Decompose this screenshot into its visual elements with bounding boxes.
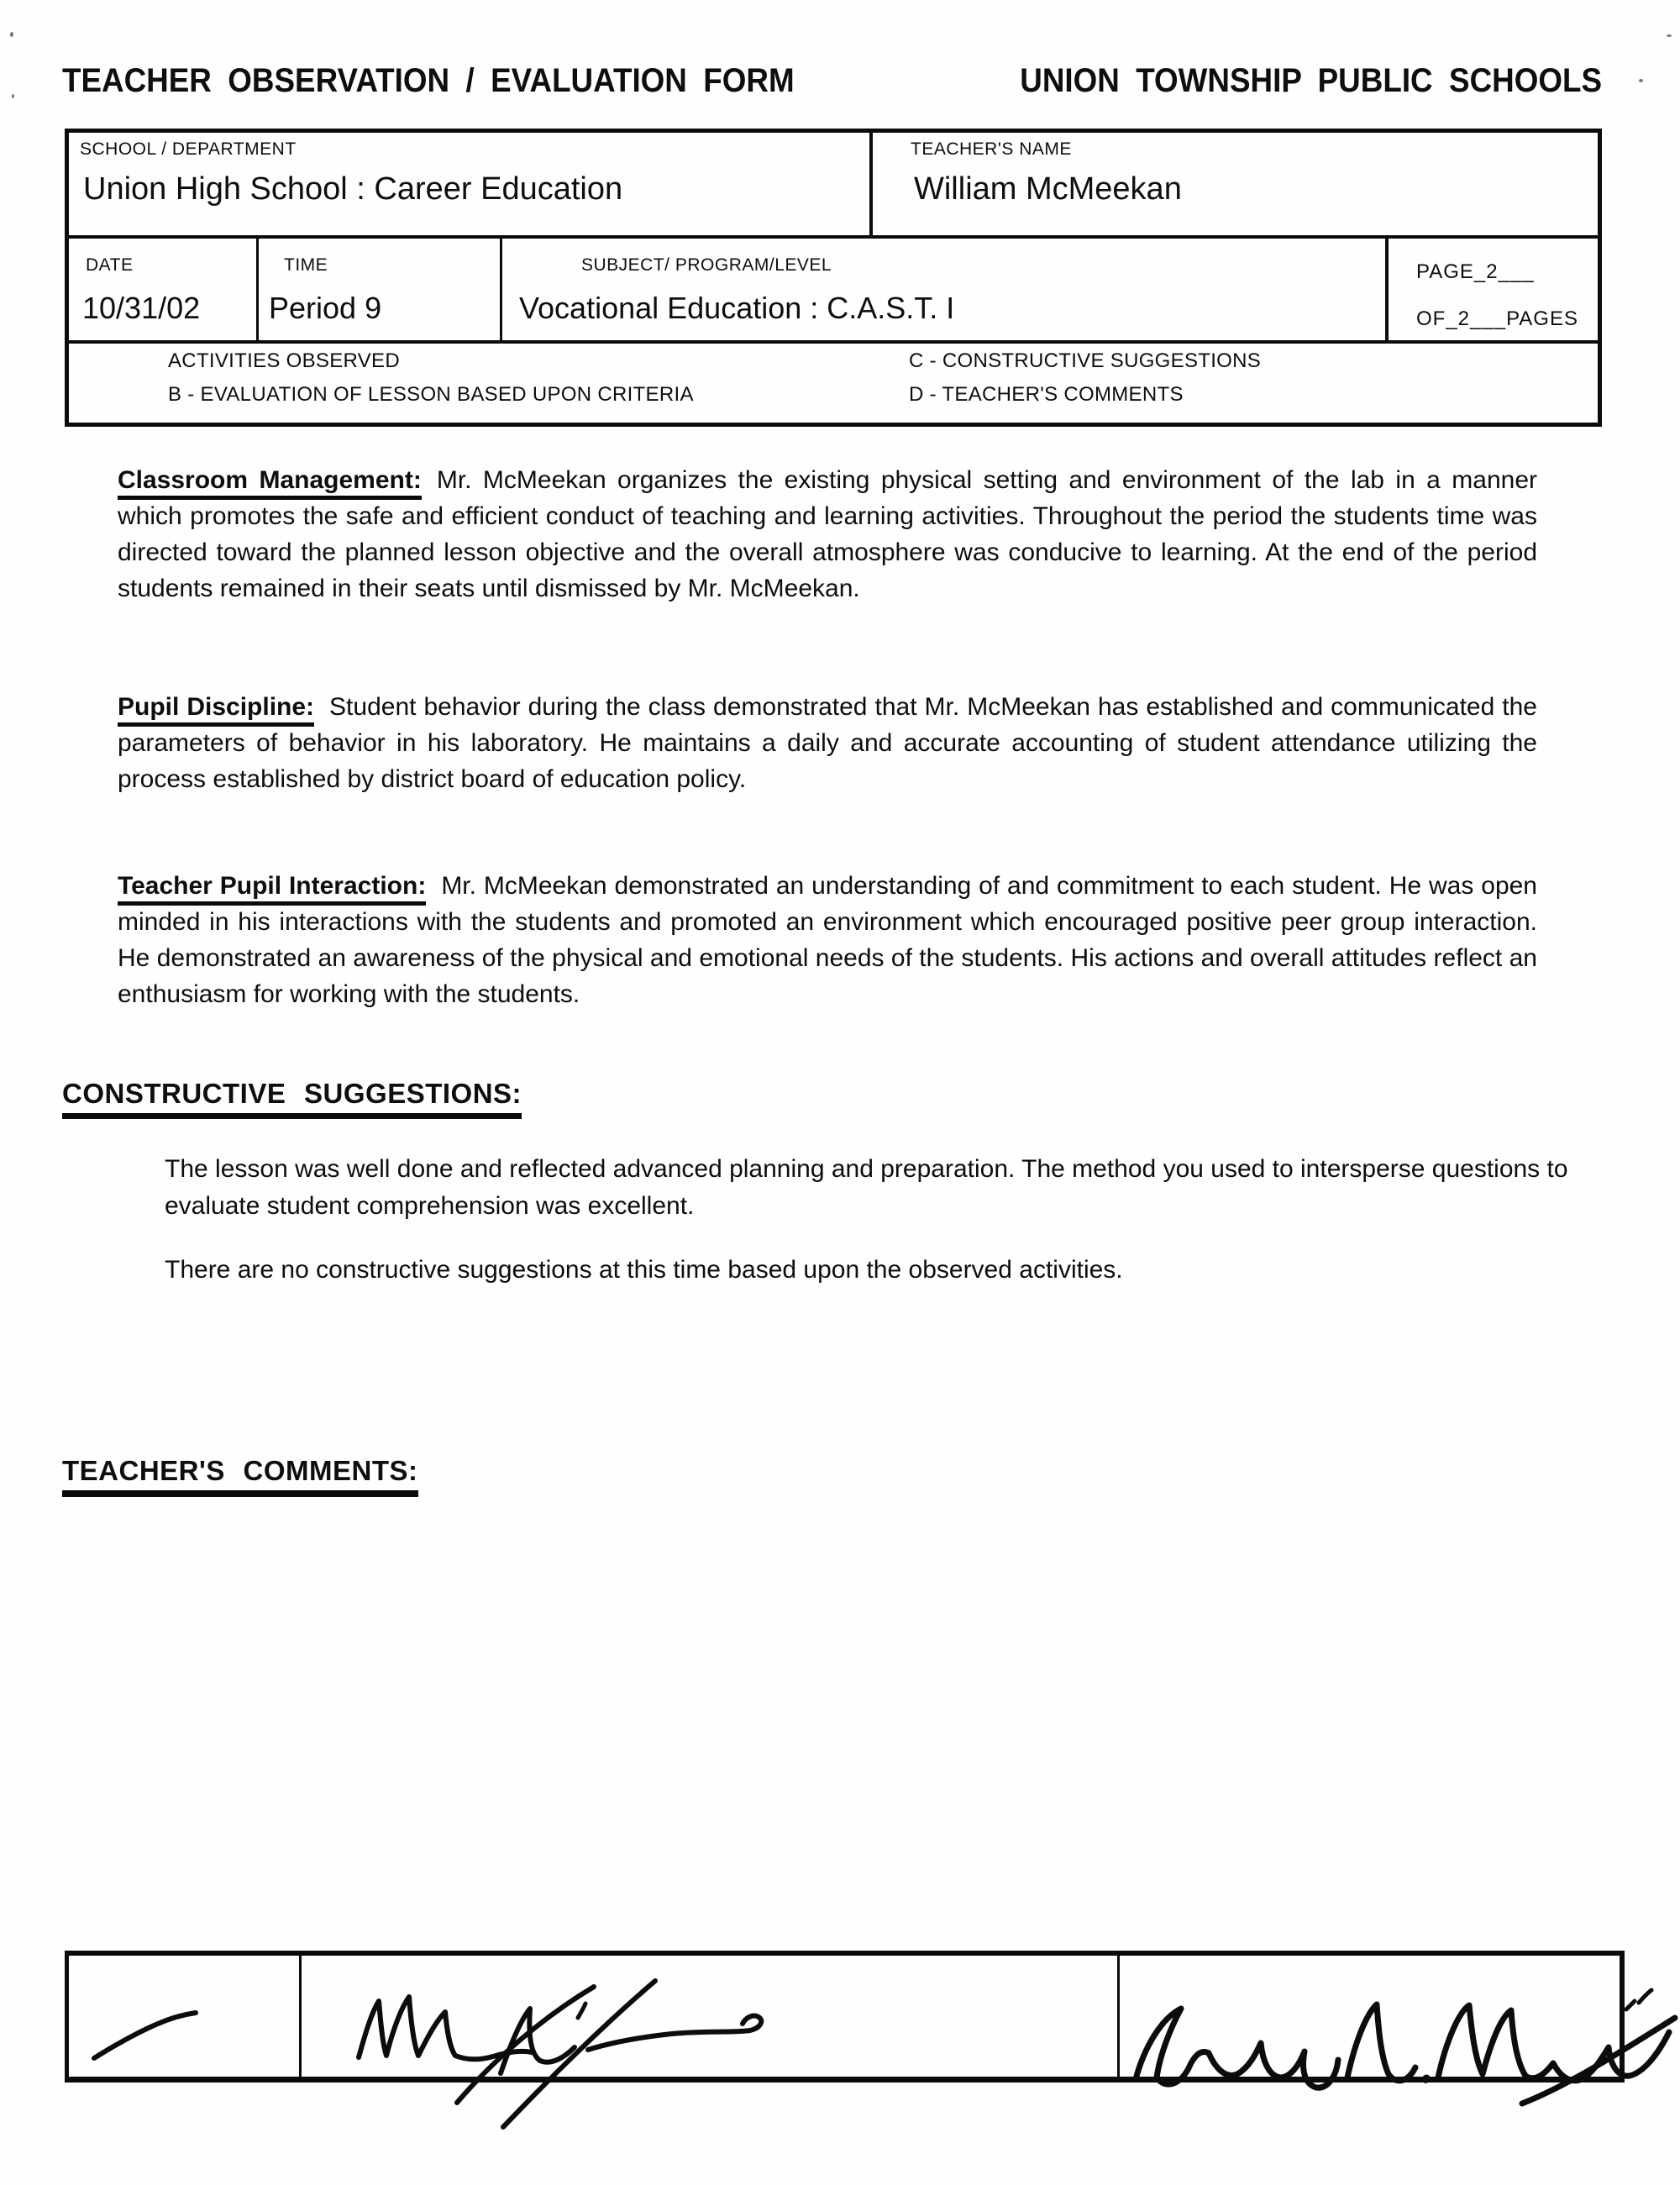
page-number-line2: OF_2___PAGES <box>1416 307 1578 330</box>
teachers-comments-heading: TEACHER'S COMMENTS: <box>62 1455 418 1497</box>
time-label: TIME <box>284 255 328 275</box>
constructive-suggestions-heading: CONSTRUCTIVE SUGGESTIONS: <box>62 1078 522 1119</box>
constructive-suggestions-paragraph-1: The lesson was well done and reflected advanced planning and preparation. The method you used to intersperse questions to evaluate student comprehension was excellent. <box>165 1155 1568 1220</box>
table-column-divider <box>869 133 873 235</box>
time-value: Period 9 <box>269 291 382 325</box>
pupil-discipline-text: Student behavior during the class demonstrated that Mr. McMeekan has established and communicated the parameters of behavior in his laboratory. He maintains a daily and accurate accounting of student attendance utilizing the process established by district board of education policy. <box>118 693 1537 793</box>
legend-constructive-suggestions: C - CONSTRUCTIVE SUGGESTIONS <box>909 349 1262 372</box>
table-column-divider <box>500 239 502 340</box>
school-department-value: Union High School : Career Education <box>83 171 623 207</box>
pupil-discipline-section <box>118 689 1537 797</box>
school-department-label: SCHOOL / DEPARTMENT <box>80 139 297 159</box>
teacher-pupil-interaction-heading: Teacher Pupil Interaction: <box>118 872 426 906</box>
page-number-line1: PAGE_2___ <box>1416 260 1535 283</box>
scan-speck <box>1639 79 1643 82</box>
signature-box-divider <box>299 1956 302 2077</box>
legend-activities-observed: ACTIVITIES OBSERVED <box>168 349 400 372</box>
table-row-divider <box>69 235 1598 239</box>
classroom-management-text: Mr. McMeekan organizes the existing physical setting and environment of the lab in a manner which promotes the safe and efficient conduct of teaching and learning activities. Throughout the period the students time was directed toward the planned lesson objective and the overall atmosphere was conducive to learning. At the end of the period students remained in their seats until dismissed by Mr. McMeekan. <box>118 466 1538 602</box>
signature-box-divider <box>1117 1956 1120 2077</box>
legend-evaluation-criteria: B - EVALUATION OF LESSON BASED UPON CRITERIA <box>168 383 694 406</box>
date-value: 10/31/02 <box>82 291 201 325</box>
table-column-divider <box>1385 239 1389 340</box>
constructive-suggestions-paragraph-2: There are no constructive suggestions at this time based upon the observed activities. <box>165 1256 1123 1284</box>
table-row-divider <box>69 340 1598 344</box>
scan-speck <box>1667 34 1672 37</box>
teacher-name-value: William McMeekan <box>914 171 1182 207</box>
legend-teachers-comments: D - TEACHER'S COMMENTS <box>909 383 1184 406</box>
classroom-management-section <box>118 462 1537 607</box>
district-name: UNION TOWNSHIP PUBLIC SCHOOLS <box>1020 62 1602 99</box>
subject-label: SUBJECT/ PROGRAM/LEVEL <box>581 255 832 275</box>
date-label: DATE <box>86 255 134 275</box>
scan-speck <box>10 32 13 37</box>
teacher-pupil-interaction-section <box>118 868 1537 1012</box>
signature-box <box>65 1951 1625 2083</box>
info-table <box>65 129 1602 427</box>
page-title: TEACHER OBSERVATION / EVALUATION FORM <box>62 62 795 99</box>
teacher-pupil-interaction-text: Mr. McMeekan demonstrated an understanding of and commitment to each student. He was open minded in his interactions with the students and promoted an environment which encouraged positive peer group interaction. He demonstrated an awareness of the physical and emotional needs of the students. His actions and overall attitudes reflect an enthusiasm for working with the students. <box>118 872 1537 1008</box>
subject-value: Vocational Education : C.A.S.T. I <box>519 291 955 325</box>
classroom-management-heading: Classroom Management: <box>118 466 422 500</box>
scan-speck <box>12 94 14 98</box>
teacher-name-label: TEACHER'S NAME <box>911 139 1072 159</box>
pupil-discipline-heading: Pupil Discipline: <box>118 693 314 727</box>
table-column-divider <box>256 239 259 340</box>
